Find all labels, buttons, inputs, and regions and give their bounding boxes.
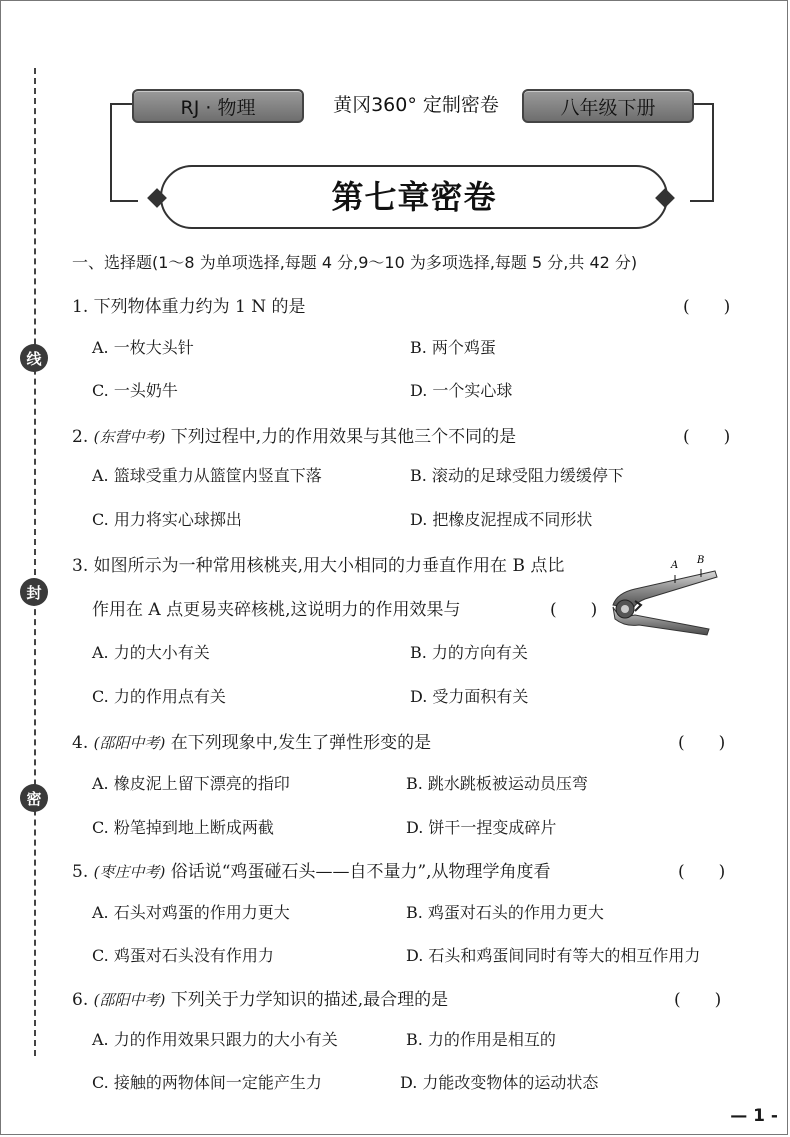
- nutcracker-figure: [605, 553, 720, 643]
- question-3: [72, 551, 564, 576]
- figure-label-b: B: [697, 555, 705, 566]
- option-b: B. 力的方向有关: [410, 643, 528, 662]
- section-heading: 一、选择题(1～8 为单项选择,每题 4 分,9～10 为多项选择,每题 5 分,共 42 分): [72, 253, 638, 272]
- option-a: A. 橡皮泥上留下漂亮的指印: [92, 774, 290, 793]
- option-a: A. 力的大小有关: [92, 643, 210, 662]
- option-c: C. 接触的两物体间一定能产生力: [92, 1073, 322, 1092]
- question-source: (邵阳中考): [93, 991, 166, 1009]
- margin-mark-xian: 线: [20, 344, 48, 372]
- question-6: [72, 985, 448, 1010]
- question-stem: 俗话说“鸡蛋碰石头——自不量力”,从物理学角度看: [170, 862, 551, 882]
- answer-bracket: ( ): [683, 297, 731, 317]
- binding-dashed-line: [34, 68, 36, 1056]
- question-number: 4.: [72, 733, 89, 753]
- question-number: 3.: [72, 556, 89, 576]
- question-3-stem-continued: 作用在 A 点更易夹碎核桃,这说明力的作用效果与: [92, 600, 461, 620]
- figure-label-a: A: [671, 560, 679, 571]
- option-b: B. 力的作用是相互的: [406, 1030, 556, 1049]
- option-b: B. 滚动的足球受阻力缓缓停下: [410, 466, 624, 485]
- option-a: A. 力的作用效果只跟力的大小有关: [92, 1030, 338, 1049]
- option-d: D. 一个实心球: [410, 381, 513, 400]
- margin-mark-feng: 封: [20, 578, 48, 606]
- option-d: D. 力能改变物体的运动状态: [400, 1073, 599, 1092]
- question-source: (东营中考): [93, 428, 166, 446]
- option-c: C. 鸡蛋对石头没有作用力: [92, 946, 274, 965]
- question-source: (邵阳中考): [93, 734, 166, 752]
- option-a: A. 石头对鸡蛋的作用力更大: [92, 903, 290, 922]
- option-d: D. 把橡皮泥捏成不同形状: [410, 510, 593, 529]
- question-number: 6.: [72, 990, 89, 1010]
- option-c: C. 用力将实心球掷出: [92, 510, 242, 529]
- grade-pill: 八年级下册: [522, 89, 694, 123]
- page-number: — 1 -: [730, 1106, 778, 1126]
- answer-bracket: ( ): [550, 600, 598, 620]
- option-b: B. 鸡蛋对石头的作用力更大: [406, 903, 604, 922]
- option-d: D. 受力面积有关: [410, 687, 529, 706]
- answer-bracket: ( ): [678, 862, 726, 882]
- question-4: [72, 728, 431, 753]
- option-a: A. 篮球受重力从篮筐内竖直下落: [92, 466, 322, 485]
- question-number: 1.: [72, 297, 89, 317]
- page-title: 第七章密卷: [331, 178, 497, 216]
- question-stem: 下列物体重力约为 1 N 的是: [93, 297, 306, 317]
- answer-bracket: ( ): [674, 990, 722, 1010]
- question-stem: 如图所示为一种常用核桃夹,用大小相同的力垂直作用在 B 点比: [93, 556, 565, 576]
- option-d: D. 饼干一捏变成碎片: [406, 818, 557, 837]
- question-stem: 下列过程中,力的作用效果与其他三个不同的是: [170, 427, 517, 447]
- question-number: 2.: [72, 427, 89, 447]
- question-number: 5.: [72, 862, 89, 882]
- answer-bracket: ( ): [683, 427, 731, 447]
- subject-pill: RJ · 物理: [132, 89, 304, 123]
- series-title: 黄冈360° 定制密卷: [333, 94, 499, 116]
- option-b: B. 跳水跳板被运动员压弯: [406, 774, 588, 793]
- question-stem: 在下列现象中,发生了弹性形变的是: [170, 733, 432, 753]
- question-2: [72, 422, 516, 447]
- question-5: [72, 857, 551, 882]
- answer-bracket: ( ): [678, 733, 726, 753]
- option-c: C. 力的作用点有关: [92, 687, 226, 706]
- question-stem: 下列关于力学知识的描述,最合理的是: [170, 990, 449, 1010]
- option-c: C. 一头奶牛: [92, 381, 178, 400]
- option-d: D. 石头和鸡蛋间同时有等大的相互作用力: [406, 946, 701, 965]
- question-source: (枣庄中考): [93, 863, 166, 881]
- question-1: [72, 292, 306, 317]
- option-b: B. 两个鸡蛋: [410, 338, 496, 357]
- margin-mark-mi: 密: [20, 784, 48, 812]
- option-c: C. 粉笔掉到地上断成两截: [92, 818, 274, 837]
- option-a: A. 一枚大头针: [92, 338, 194, 357]
